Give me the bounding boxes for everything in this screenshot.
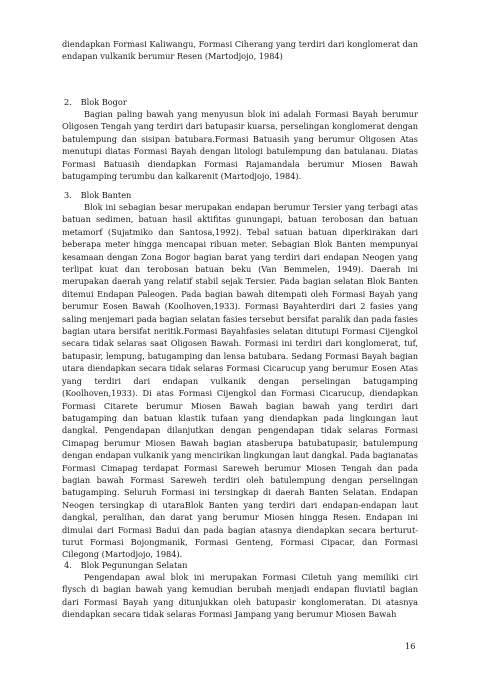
section-title: Blok Banten bbox=[80, 190, 132, 200]
continuation-text: diendapkan Formasi Kaliwangu, Formasi Ciherang yang terdiri dari konglomerat dan endapan vulkanik berumur Resen (Martodjojo, 1984) bbox=[62, 39, 418, 62]
section-heading-blok-bogor bbox=[64, 96, 127, 108]
section-number: 4. bbox=[64, 560, 72, 570]
section-paragraph: Blok ini sebagian besar merupakan endapan berumur Tersier yang terbagi atas batuan sedimen, batuan hasil aktifitas gunungapi, batuan terobosan dan batuan metamorf (Sujatmiko dan Santosa,1992). Tebal satuan batuan diperkirakan dari beberapa meter hingga mencapai ribuan meter. Sebagian Blok Banten mempunyai kesamaan dengan Zona Bogor bagian barat yang terdiri dari endapan Neogen yang terlipat kuat dan terobosan batuan beku (Van Bemmelen, 1949). Daerah ini merupakan daerah yang relatif stabil sejak Tersier. Pada bagian selatan Blok Banten ditemui Endapan Paleogen. Pada bagian bawah ditempati oleh Formasi Bayah yang berumur Eosen Bawah (Koolhoven,1933). Formasi Bayahterdiri dari 2 fasies yang saling menjemari pada bagian selatan fasies tersebut bersifat paralik dan pada fasies bagian utara bersifat neritik.Formasi Bayahfasies selatan ditutupi Formasi Cijengkol secara tidak selaras saat Oligosen Bawah. Formasi ini terdiri dari konglomerat, tuf, batupasir, lempung, batugamping dan lensa batubara. Sedang Formasi Bayah bagian utara diendapkan secara tidak selaras Formasi Cicarucup yang berumur Eosen Atas yang terdiri dari endapan vulkanik dengan perselingan batugamping (Koolhoven,1933). Di atas Formasi Cijengkol dan Formasi Cicarucup, diendapkan Formasi Citarete berumur Miosen Bawah bagian bawah yang terdiri dari batugamping dan batuan klastik tufaan yang diendapkan pada lingkungan laut dangkal. Pengendapan dilanjutkan dengan pengendapan tidak selaras Formasi Cimapag berumur Miosen Bawah bagian atasberupa batubatupasir, batulempung dengan endapan vulkanik yang mencirikan lingkungan laut dangkal. Pada bagianatas Formasi Cimapag terdapat Formasi Sareweh berumur Miosen Tengah dan pada bagian bawah Formasi Sareweh terdiri oleh batulempung dengan perselingan batugamping. Seluruh Formasi ini tersingkap di daerah Banten Selatan. Endapan Neogen tersingkap di utaraBlok Banten yang terdiri dari endapan-endapan laut dangkal, peralihan, dan darat yang berumur Miosen hingga Resen. Endapan ini dimulai dari Formasi Badui dan pada bagian atasnya diendapkan secara berturut-turut Formasi Bojongmanik, Formasi Genteng, Formasi Cipacar, dan Formasi Cilegong (Martodjojo, 1984). bbox=[62, 202, 418, 560]
section-title: Blok Pegunungan Selatan bbox=[80, 560, 188, 570]
page-number: 16 bbox=[405, 641, 416, 651]
section-heading-blok-banten bbox=[64, 189, 131, 201]
section-body-blok-banten bbox=[62, 201, 418, 561]
section-title: Blok Bogor bbox=[80, 97, 127, 107]
section-body-blok-bogor bbox=[62, 108, 418, 182]
section-body-blok-pegunungan-selatan bbox=[62, 571, 418, 621]
section-number: 2. bbox=[64, 97, 72, 107]
continuation-paragraph bbox=[62, 38, 418, 63]
section-heading-blok-pegunungan-selatan bbox=[64, 559, 187, 571]
section-number: 3. bbox=[64, 190, 72, 200]
section-paragraph: Pengendapan awal blok ini merupakan Formasi Ciletuh yang memiliki ciri flysch di bagian bawah yang kemudian berubah menjadi endapan fluviatil bagian dari Formasi Bayah yang ditunjukkan oleh batupasir konglomeratan. Di atasnya diendapkan secara tidak selaras Formasi Jampang yang berumur Miosen Bawah bbox=[62, 572, 418, 620]
section-paragraph: Bagian paling bawah yang menyusun blok ini adalah Formasi Bayah berumur Oligosen Tengah yang terdiri dari batupasir kuarsa, perselingan konglomerat dengan batulempung dan sisipan batubara.Formasi Batuasih yang berumur Oligosen Atas menutupi diatas Formasi Bayah dengan litologi batulempung dan batulanau. Diatas Formasi Batuasih diendapkan Formasi Rajamandala berumur Miosen Bawah batugamping terumbu dan kalkarenit (Martodjojo, 1984). bbox=[62, 109, 418, 182]
